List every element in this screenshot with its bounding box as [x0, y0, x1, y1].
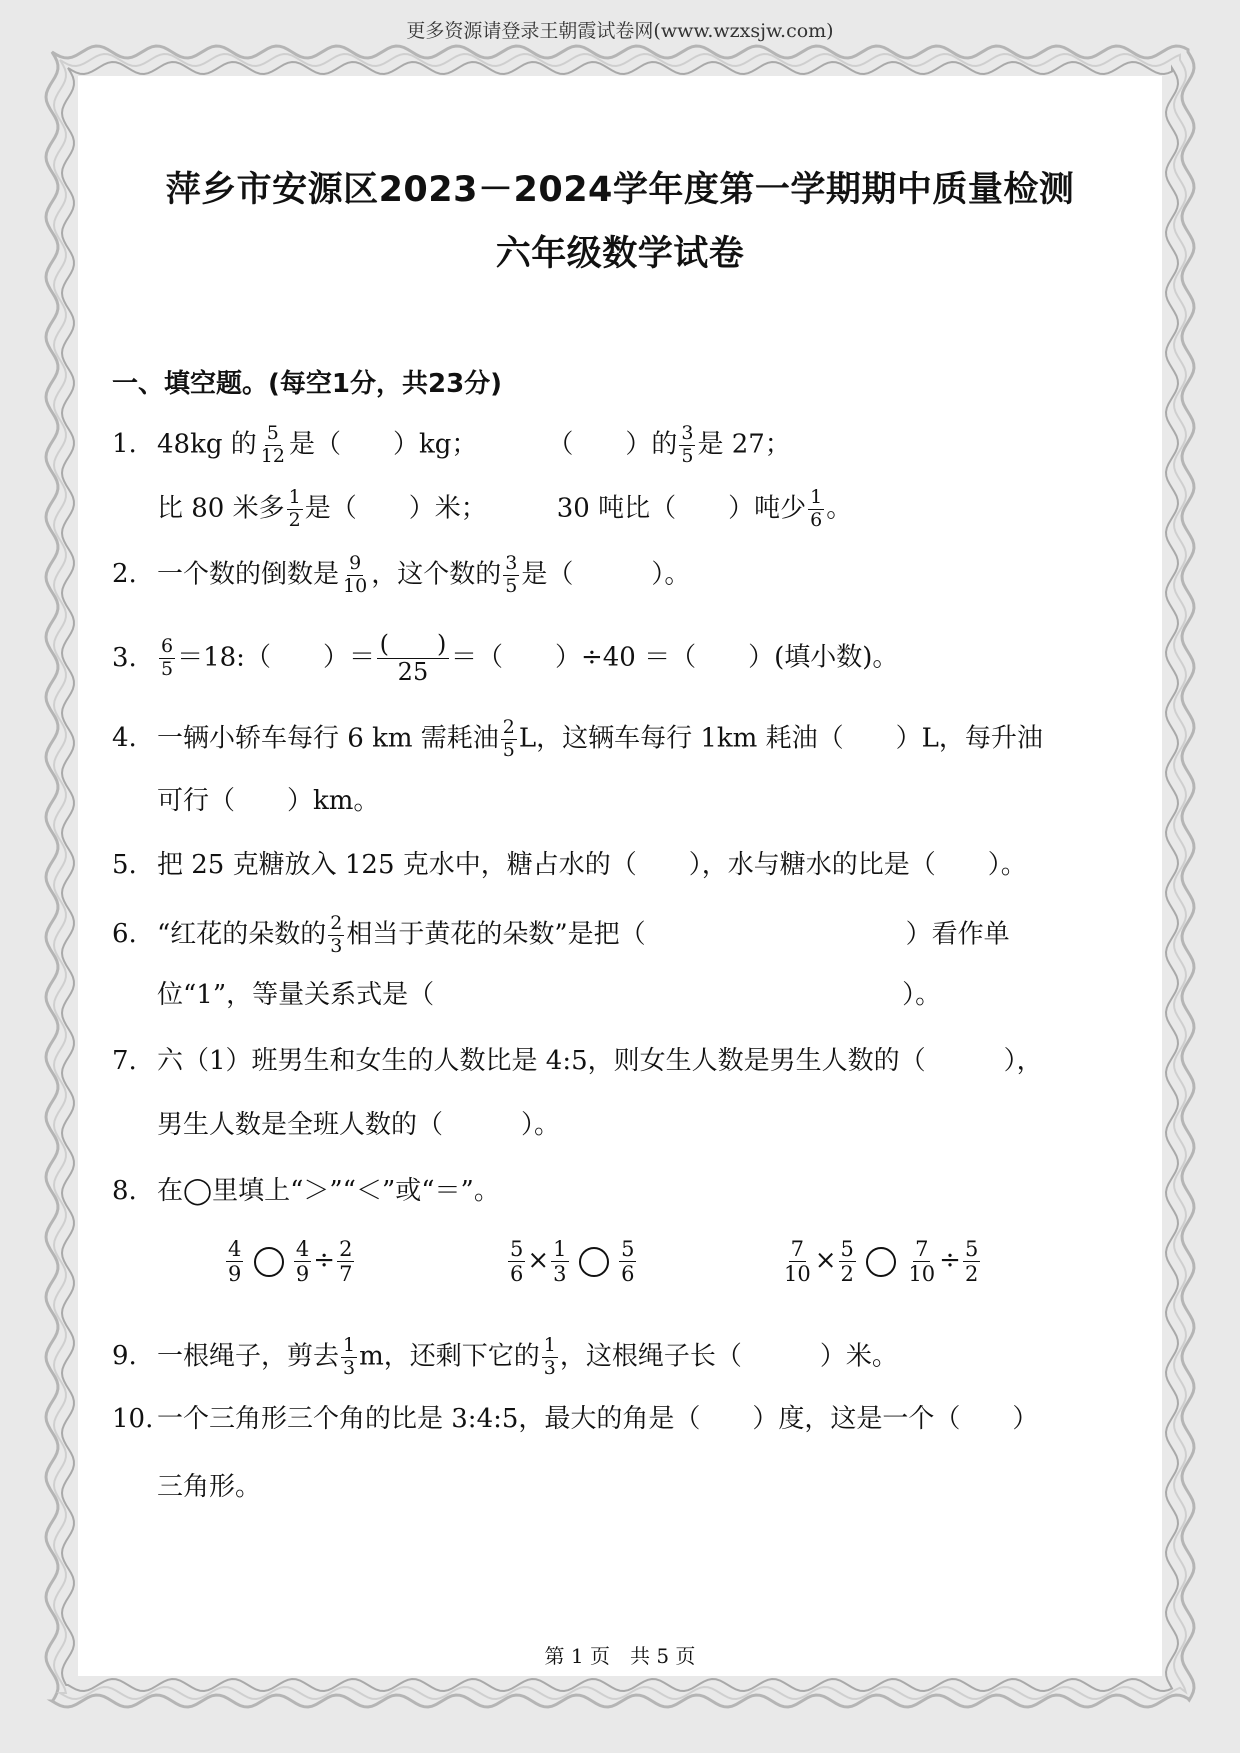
question-2 [112, 554, 690, 597]
divide-sign: ÷ [313, 1245, 336, 1276]
text: 一个三角形三个角的比是 3:4:5，最大的角是（ ）度，这是一个（ ） [157, 1404, 1039, 1434]
question-4-line-2: 可行（ ）km。 [157, 786, 380, 816]
text: 30 吨比（ ）吨少 [556, 493, 807, 524]
fraction: $\frac{9}{10}$ [343, 552, 368, 597]
question-number: 1. [112, 429, 137, 460]
fraction: $\frac{5}{2}$ [964, 1237, 979, 1287]
question-number: 3. [112, 642, 137, 673]
question-number: 10. [112, 1404, 154, 1434]
fraction: $\frac{4}{9}$ [295, 1237, 310, 1287]
question-number: 7. [112, 1046, 137, 1076]
answer-circle[interactable] [579, 1247, 609, 1277]
fraction: $\frac{1}{3}$ [553, 1237, 567, 1287]
fraction: $\frac{5}{12}$ [260, 422, 285, 467]
text: 六（1）班男生和女生的人数比是 4:5，则女生人数是男生人数的（ ）， [157, 1046, 1043, 1076]
text: 相当于黄花的朵数”是把（ ）看作单 [346, 919, 1010, 950]
fraction: $\frac{2}{5}$ [502, 716, 515, 761]
question-number: 4. [112, 723, 137, 754]
page-footer: 第 1 页 共 5 页 [544, 1644, 696, 1668]
text: 一辆小轿车每行 6 km 需耗油 [157, 723, 499, 754]
question-10-line-1 [112, 1406, 1038, 1432]
question-number: 2. [112, 559, 137, 590]
text: ＝18:（ ）＝ [177, 642, 375, 673]
text: ，这个数的 [371, 559, 502, 590]
fraction: $\frac{7}{10}$ [908, 1237, 936, 1287]
question-number: 8. [112, 1176, 137, 1206]
question-8 [112, 1178, 500, 1204]
fraction: $\frac{1}{6}$ [810, 486, 823, 531]
text: L，这辆车每行 1km 耗油（ ）L，每升油 [518, 723, 1043, 754]
site-banner: 更多资源请登录王朝霞试卷网(www.wzxsjw.com) [406, 20, 834, 42]
comparison-1 [224, 1238, 356, 1285]
comparison-3 [780, 1238, 982, 1285]
question-9 [112, 1336, 898, 1379]
section-heading: 一、填空题。(每空1分，共23分) [112, 369, 503, 399]
question-7-line-2: 男生人数是全班人数的（ ）。 [157, 1110, 561, 1140]
question-5 [112, 852, 1027, 878]
fraction: $\frac{1}{2}$ [288, 486, 301, 531]
text: ，这根绳子长（ ）米。 [559, 1341, 898, 1372]
fraction: $\frac{7}{10}$ [784, 1237, 811, 1287]
question-3 [112, 632, 898, 685]
question-number: 6. [112, 919, 137, 950]
exam-title: 萍乡市安源区2023－2024学年度第一学期期中质量检测 [165, 170, 1075, 210]
fraction-blank: $\frac{( )}{25}$ [377, 632, 449, 685]
question-1-line-2 [157, 488, 852, 531]
fraction: $\frac{3}{5}$ [681, 422, 694, 467]
text: ＝（ ）÷40 ＝（ ）(填小数)。 [450, 642, 899, 673]
question-1-line-1 [112, 424, 791, 467]
divide-sign: ÷ [939, 1245, 961, 1276]
fraction: $\frac{3}{5}$ [505, 552, 518, 597]
fraction: $\frac{4}{9}$ [228, 1237, 242, 1287]
text: 一个数的倒数是 [157, 559, 340, 590]
text: 比 80 米多 [157, 493, 285, 524]
fraction: $\frac{1}{3}$ [543, 1334, 556, 1379]
fraction: $\frac{5}{2}$ [840, 1237, 854, 1287]
question-10-line-2: 三角形。 [157, 1472, 262, 1502]
fraction: $\frac{5}{6}$ [621, 1237, 635, 1287]
text: “红花的朵数的 [157, 919, 327, 950]
text: （ ）的 [547, 429, 678, 460]
question-number: 9. [112, 1341, 137, 1372]
question-4-line-1 [112, 718, 1043, 761]
answer-circle[interactable] [254, 1247, 284, 1277]
text: 48kg 的 [157, 429, 257, 460]
text: 是（ ）kg； [288, 429, 478, 460]
exam-subtitle: 六年级数学试卷 [495, 234, 745, 274]
text: 在◯里填上“＞”“＜”或“＝”。 [157, 1176, 500, 1206]
text: 是 27； [697, 429, 791, 460]
answer-circle[interactable] [866, 1247, 896, 1277]
question-number: 5. [112, 850, 137, 880]
text: 。 [826, 493, 853, 524]
text: 把 25 克糖放入 125 克水中，糖占水的（ ），水与糖水的比是（ ）。 [157, 850, 1027, 880]
text: 是（ ）米； [304, 493, 487, 524]
multiply-sign: × [814, 1245, 837, 1276]
text: 是（ ）。 [521, 559, 691, 590]
question-6-line-2: 位“1”，等量关系式是（ ）。 [157, 980, 942, 1010]
comparison-2 [506, 1238, 638, 1285]
question-6-line-1 [112, 914, 1010, 957]
fraction: $\frac{1}{3}$ [343, 1334, 356, 1379]
fraction: $\frac{5}{6}$ [510, 1237, 524, 1287]
text: m，还剩下它的 [359, 1341, 540, 1372]
fraction: $\frac{2}{3}$ [330, 912, 343, 957]
multiply-sign: × [527, 1245, 550, 1276]
text: 一根绳子，剪去 [157, 1341, 340, 1372]
question-7-line-1 [112, 1048, 1043, 1074]
fraction: $\frac{2}{7}$ [339, 1237, 353, 1287]
fraction: $\frac{6}{5}$ [161, 635, 174, 681]
